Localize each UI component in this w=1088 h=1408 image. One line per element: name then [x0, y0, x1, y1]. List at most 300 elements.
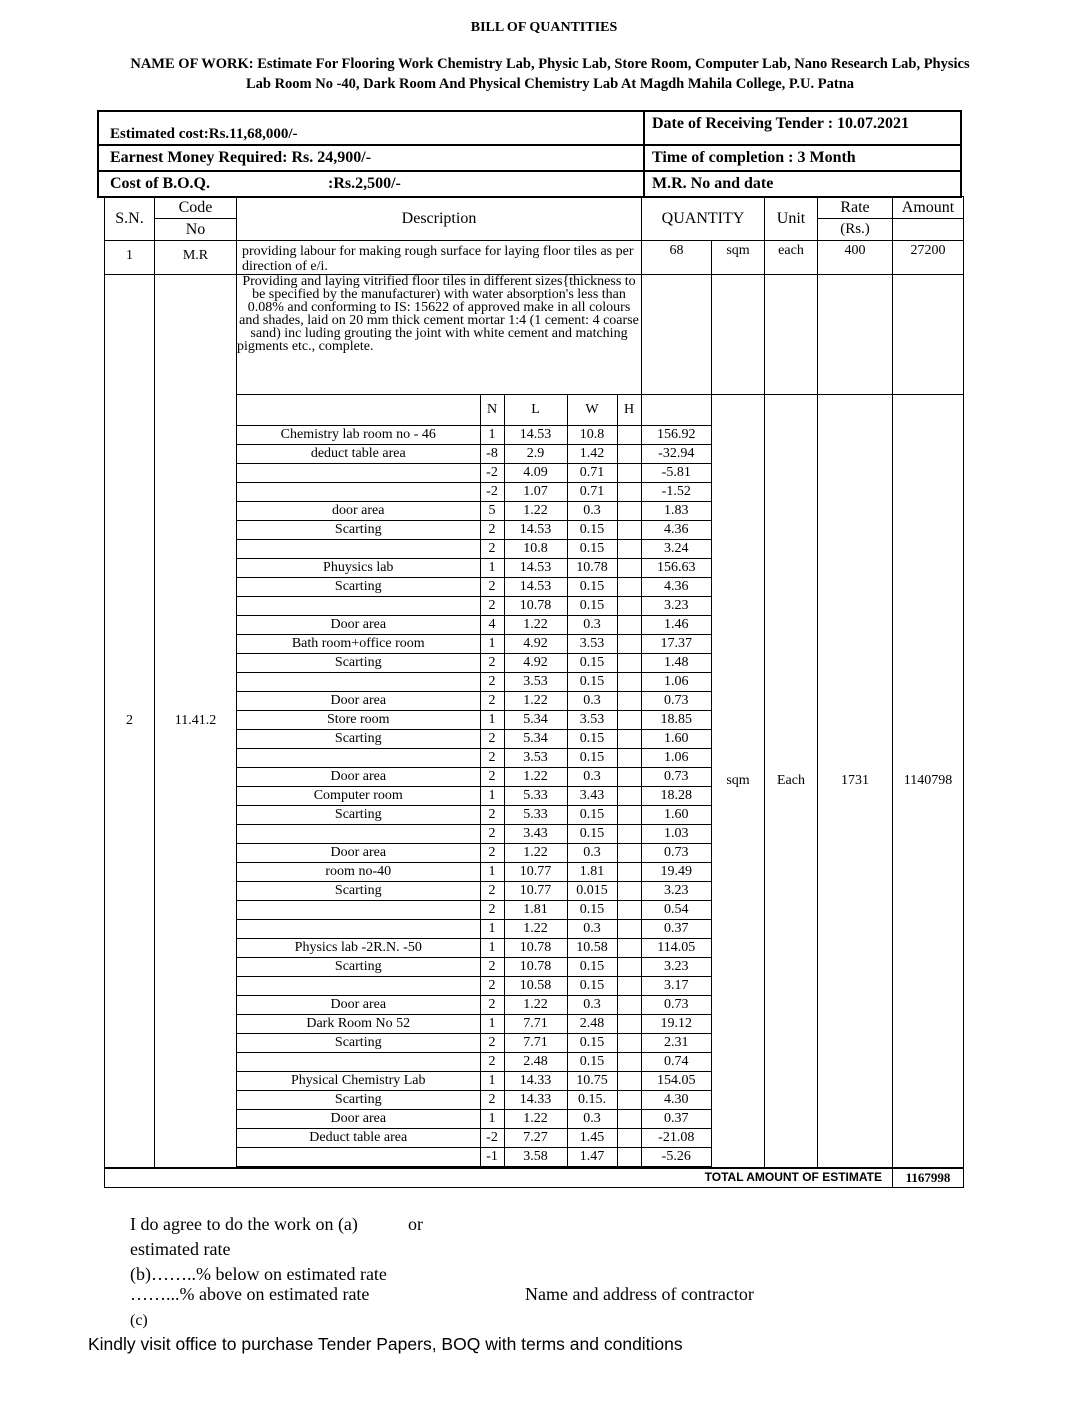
measure-desc: Physical Chemistry Lab: [237, 1071, 480, 1090]
agree-text: I do agree to do the work on (a): [130, 1214, 358, 1234]
mr-no-and-date: M.R. No and date: [652, 175, 774, 192]
header-code: Code: [155, 197, 237, 219]
measure-header-qty: [641, 395, 711, 425]
measurement-row: [237, 482, 711, 501]
measure-h: [617, 577, 641, 596]
above-rate-text: ……...% above on estimated rate: [130, 1284, 370, 1304]
measure-l: 14.33: [504, 1090, 567, 1109]
contractor-label: Name and address of contractor: [525, 1284, 754, 1304]
measure-l: 3.53: [504, 672, 567, 691]
measure-h: [617, 1090, 641, 1109]
date-receiving-tender: Date of Receiving Tender : 10.07.2021: [652, 115, 910, 132]
measure-h: [617, 1071, 641, 1090]
measure-l: 10.58: [504, 976, 567, 995]
measure-w: 3.43: [567, 786, 617, 805]
measure-desc: Scarting: [237, 729, 480, 748]
measure-h: [617, 463, 641, 482]
measure-n: 2: [480, 1052, 504, 1071]
measure-qty: 1.06: [641, 672, 711, 691]
measurement-row: [237, 710, 711, 729]
header-sn: S.N.: [105, 197, 155, 241]
item1-unit-each: each: [765, 241, 818, 275]
item1-sn: 1: [105, 241, 155, 275]
measure-desc: Computer room: [237, 786, 480, 805]
measure-h: [617, 1014, 641, 1033]
measure-qty: 4.36: [641, 520, 711, 539]
measure-h: [617, 425, 641, 444]
measurement-row: [237, 805, 711, 824]
measure-n: 2: [480, 767, 504, 786]
measure-w: 0.71: [567, 463, 617, 482]
measure-n: 1: [480, 634, 504, 653]
measure-n: 2: [480, 748, 504, 767]
measure-w: 10.58: [567, 938, 617, 957]
measure-l: 14.53: [504, 577, 567, 596]
measure-w: 0.15: [567, 748, 617, 767]
measure-h: [617, 938, 641, 957]
measure-l: 14.53: [504, 520, 567, 539]
item-row-2-desc: [105, 275, 964, 395]
measure-qty: 114.05: [641, 938, 711, 957]
measure-w: 0.15: [567, 824, 617, 843]
measure-w: 0.3: [567, 995, 617, 1014]
page-title: BILL OF QUANTITIES: [470, 20, 618, 35]
measure-n: 1: [480, 919, 504, 938]
measure-desc: [237, 919, 480, 938]
measure-desc: Scarting: [237, 1033, 480, 1052]
measurement-row: [237, 786, 711, 805]
measure-l: 5.34: [504, 710, 567, 729]
measure-l: 7.27: [504, 1128, 567, 1147]
measure-qty: 0.54: [641, 900, 711, 919]
measure-header-desc: [237, 395, 480, 425]
estimated-rate-text: estimated rate: [130, 1239, 231, 1259]
measure-n: -1: [480, 1147, 504, 1166]
measure-n: 2: [480, 653, 504, 672]
measure-qty: 18.85: [641, 710, 711, 729]
measure-qty: 19.49: [641, 862, 711, 881]
measure-n: 2: [480, 843, 504, 862]
measure-l: 4.09: [504, 463, 567, 482]
measure-h: [617, 634, 641, 653]
measure-h: [617, 710, 641, 729]
measure-w: 0.15: [567, 539, 617, 558]
measure-l: 14.53: [504, 558, 567, 577]
measure-h: [617, 995, 641, 1014]
measure-desc: [237, 539, 480, 558]
boq-table: [104, 196, 964, 1188]
measure-l: 1.22: [504, 995, 567, 1014]
measure-qty: 1.06: [641, 748, 711, 767]
measure-qty: 1.03: [641, 824, 711, 843]
item2-rate: 1731: [818, 395, 893, 1168]
measurement-row: [237, 862, 711, 881]
measure-w: 1.47: [567, 1147, 617, 1166]
measurement-row: [237, 653, 711, 672]
option-c: (c): [130, 1312, 148, 1329]
measurement-row: [237, 558, 711, 577]
measurement-row: [237, 919, 711, 938]
measure-desc: Chemistry lab room no - 46: [237, 425, 480, 444]
measure-n: 2: [480, 976, 504, 995]
measurement-cell: [237, 395, 712, 1168]
measure-h: [617, 843, 641, 862]
measure-w: 0.3: [567, 767, 617, 786]
header-description: Description: [237, 197, 642, 241]
measure-l: 5.34: [504, 729, 567, 748]
earnest-money: Earnest Money Required: Rs. 24,900/-: [110, 149, 372, 166]
measure-n: 2: [480, 881, 504, 900]
measure-header-h: H: [617, 395, 641, 425]
measure-h: [617, 881, 641, 900]
measure-l: 10.78: [504, 938, 567, 957]
measure-qty: 18.28: [641, 786, 711, 805]
measure-qty: 0.73: [641, 843, 711, 862]
measurement-row: [237, 1109, 711, 1128]
measurement-row: [237, 900, 711, 919]
measure-n: -2: [480, 1128, 504, 1147]
measure-n: 2: [480, 1033, 504, 1052]
measure-desc: [237, 1147, 480, 1166]
measurement-table: [237, 395, 711, 1167]
measure-w: 0.15: [567, 976, 617, 995]
header-quantity: QUANTITY: [642, 197, 765, 241]
measure-n: 5: [480, 501, 504, 520]
measure-w: 0.3: [567, 691, 617, 710]
measure-n: 4: [480, 615, 504, 634]
measure-w: 1.81: [567, 862, 617, 881]
measure-w: 10.8: [567, 425, 617, 444]
item1-rate: 400: [818, 241, 893, 275]
measure-qty: 1.48: [641, 653, 711, 672]
measure-h: [617, 691, 641, 710]
measure-desc: Scarting: [237, 957, 480, 976]
measure-desc: Physics lab -2R.N. -50: [237, 938, 480, 957]
measure-l: 3.53: [504, 748, 567, 767]
measure-w: 3.53: [567, 710, 617, 729]
measure-desc: deduct table area: [237, 444, 480, 463]
measure-w: 0.15: [567, 729, 617, 748]
name-of-work-line1: NAME OF WORK: Estimate For Flooring Work Chemistry Lab, Physic Lab, Store Room, Computer Lab, Nano Research Lab, Physics: [130, 56, 970, 72]
measure-qty: 4.30: [641, 1090, 711, 1109]
measure-l: 3.58: [504, 1147, 567, 1166]
measure-desc: Door area: [237, 615, 480, 634]
measure-w: 1.42: [567, 444, 617, 463]
measure-desc: [237, 976, 480, 995]
measure-desc: [237, 900, 480, 919]
measure-n: 2: [480, 729, 504, 748]
measure-w: 0.15: [567, 596, 617, 615]
measure-h: [617, 805, 641, 824]
measure-n: 2: [480, 691, 504, 710]
measure-h: [617, 520, 641, 539]
measure-w: 0.3: [567, 843, 617, 862]
measure-desc: Bath room+office room: [237, 634, 480, 653]
measure-n: 2: [480, 1090, 504, 1109]
measure-l: 1.22: [504, 767, 567, 786]
measure-desc: Scarting: [237, 1090, 480, 1109]
measure-qty: 17.37: [641, 634, 711, 653]
measurement-row: [237, 691, 711, 710]
measure-qty: 156.63: [641, 558, 711, 577]
measure-qty: 3.23: [641, 596, 711, 615]
measure-header-n: N: [480, 395, 504, 425]
item2-unit-blank: [712, 275, 765, 395]
measure-qty: 1.60: [641, 805, 711, 824]
measurement-row: [237, 672, 711, 691]
item1-amount: 27200: [893, 241, 964, 275]
measure-desc: Door area: [237, 1109, 480, 1128]
measure-desc: Scarting: [237, 805, 480, 824]
item2-sn: 2: [105, 275, 155, 1168]
measure-n: -2: [480, 463, 504, 482]
measure-desc: [237, 482, 480, 501]
measure-l: 1.22: [504, 1109, 567, 1128]
measure-w: 2.48: [567, 1014, 617, 1033]
measure-header-l: L: [504, 395, 567, 425]
measure-desc: [237, 596, 480, 615]
item2-unit: sqm: [712, 395, 765, 1168]
measure-n: 1: [480, 558, 504, 577]
cost-boq-label: Cost of B.O.Q.: [110, 175, 210, 192]
measure-h: [617, 501, 641, 520]
item2-amount: 1140798: [893, 395, 964, 1168]
measurement-row: [237, 1128, 711, 1147]
measure-desc: Scarting: [237, 653, 480, 672]
measure-l: 7.71: [504, 1033, 567, 1052]
measurement-row: [237, 995, 711, 1014]
measure-n: 1: [480, 786, 504, 805]
measure-l: 10.78: [504, 957, 567, 976]
measure-qty: -32.94: [641, 444, 711, 463]
measure-desc: Door area: [237, 691, 480, 710]
measure-desc: Store room: [237, 710, 480, 729]
measure-n: 2: [480, 824, 504, 843]
measure-desc: [237, 672, 480, 691]
header-amount: Amount: [893, 197, 964, 219]
measure-w: 0.3: [567, 615, 617, 634]
measurement-row: [237, 976, 711, 995]
total-label: TOTAL AMOUNT OF ESTIMATE: [105, 1168, 893, 1188]
measure-l: 10.77: [504, 881, 567, 900]
measure-l: 4.92: [504, 634, 567, 653]
measure-qty: 3.23: [641, 881, 711, 900]
measure-w: 0.15: [567, 577, 617, 596]
measure-h: [617, 919, 641, 938]
measurement-row: [237, 938, 711, 957]
measure-n: 1: [480, 938, 504, 957]
measure-h: [617, 615, 641, 634]
measurement-row: [237, 596, 711, 615]
item2-unit2-blank: [765, 275, 818, 395]
measure-qty: 0.73: [641, 995, 711, 1014]
measure-qty: 0.73: [641, 691, 711, 710]
measurement-row: [237, 843, 711, 862]
measurement-row: [237, 1052, 711, 1071]
measure-qty: 0.37: [641, 919, 711, 938]
measure-desc: Scarting: [237, 881, 480, 900]
measurement-row: [237, 463, 711, 482]
measure-h: [617, 482, 641, 501]
measure-h: [617, 729, 641, 748]
item2-rate-blank: [818, 275, 893, 395]
measure-w: 10.78: [567, 558, 617, 577]
measure-h: [617, 1033, 641, 1052]
measurement-row: [237, 748, 711, 767]
measure-w: 0.15: [567, 957, 617, 976]
header-unit: Unit: [765, 197, 818, 241]
measure-l: 1.22: [504, 843, 567, 862]
measurement-row: [237, 881, 711, 900]
measure-n: 2: [480, 672, 504, 691]
measure-h: [617, 1147, 641, 1166]
item1-code: M.R: [155, 241, 237, 275]
measure-n: 2: [480, 596, 504, 615]
measure-n: 2: [480, 539, 504, 558]
measure-w: 0.71: [567, 482, 617, 501]
measure-l: 1.22: [504, 615, 567, 634]
item1-quantity: 68: [642, 241, 712, 275]
measure-h: [617, 558, 641, 577]
measure-w: 0.15: [567, 672, 617, 691]
measure-qty: -1.52: [641, 482, 711, 501]
measure-h: [617, 824, 641, 843]
measure-w: 1.45: [567, 1128, 617, 1147]
measure-w: 0.015: [567, 881, 617, 900]
measure-desc: Door area: [237, 995, 480, 1014]
below-rate-text: (b)……..% below on estimated rate: [130, 1264, 387, 1284]
measure-l: 1.22: [504, 691, 567, 710]
item2-quantity-blank: [642, 275, 712, 395]
measure-h: [617, 1052, 641, 1071]
measure-header-w: W: [567, 395, 617, 425]
measure-n: 2: [480, 577, 504, 596]
measure-l: 10.8: [504, 539, 567, 558]
measure-desc: [237, 748, 480, 767]
measure-w: 10.75: [567, 1071, 617, 1090]
measure-desc: door area: [237, 501, 480, 520]
measure-w: 0.15.: [567, 1090, 617, 1109]
measure-n: -8: [480, 444, 504, 463]
measure-l: 4.92: [504, 653, 567, 672]
measure-h: [617, 976, 641, 995]
measure-l: 10.78: [504, 596, 567, 615]
measurement-row: [237, 520, 711, 539]
measurement-row: [237, 957, 711, 976]
measure-qty: 0.37: [641, 1109, 711, 1128]
measurement-row: [237, 425, 711, 444]
measure-n: 2: [480, 957, 504, 976]
measure-desc: Deduct table area: [237, 1128, 480, 1147]
measure-w: 0.15: [567, 1052, 617, 1071]
measure-h: [617, 672, 641, 691]
measure-qty: -5.26: [641, 1147, 711, 1166]
measure-w: 0.15: [567, 900, 617, 919]
measure-n: 2: [480, 995, 504, 1014]
info-divider-2: [97, 170, 962, 172]
measure-h: [617, 444, 641, 463]
measure-qty: -21.08: [641, 1128, 711, 1147]
header-rate: Rate: [818, 197, 893, 219]
measure-desc: Dark Room No 52: [237, 1014, 480, 1033]
measurement-row: [237, 615, 711, 634]
measure-l: 2.9: [504, 444, 567, 463]
measure-n: 1: [480, 425, 504, 444]
measure-qty: 1.46: [641, 615, 711, 634]
item1-unit: sqm: [712, 241, 765, 275]
measure-qty: 1.83: [641, 501, 711, 520]
measure-h: [617, 1128, 641, 1147]
info-divider-1: [97, 144, 962, 146]
estimated-cost: Estimated cost:Rs.11,68,000/-: [110, 126, 298, 142]
item2-amount-blank: [893, 275, 964, 395]
item1-description: providing labour for making rough surface for laying floor tiles as per direction of e/i.: [237, 241, 642, 275]
measure-h: [617, 539, 641, 558]
measure-qty: 3.17: [641, 976, 711, 995]
agree-or: or: [408, 1214, 423, 1234]
measure-l: 14.33: [504, 1071, 567, 1090]
measure-l: 7.71: [504, 1014, 567, 1033]
measure-qty: 3.24: [641, 539, 711, 558]
measure-h: [617, 862, 641, 881]
measure-n: 1: [480, 1071, 504, 1090]
measure-h: [617, 786, 641, 805]
measure-n: 1: [480, 862, 504, 881]
time-of-completion: Time of completion : 3 Month: [652, 149, 856, 166]
measure-l: 1.07: [504, 482, 567, 501]
measure-desc: [237, 1052, 480, 1071]
measure-qty: 4.36: [641, 577, 711, 596]
measurement-row: [237, 1014, 711, 1033]
measure-h: [617, 900, 641, 919]
measurement-row: [237, 767, 711, 786]
measure-qty: 0.74: [641, 1052, 711, 1071]
measure-desc: Door area: [237, 767, 480, 786]
measure-n: 1: [480, 710, 504, 729]
measure-l: 1.22: [504, 919, 567, 938]
measurement-row: [237, 634, 711, 653]
measure-h: [617, 748, 641, 767]
measure-h: [617, 1109, 641, 1128]
measure-l: 5.33: [504, 805, 567, 824]
measure-l: 3.43: [504, 824, 567, 843]
measure-desc: Scarting: [237, 577, 480, 596]
measurement-row: [237, 729, 711, 748]
measure-n: 1: [480, 1014, 504, 1033]
measurement-row: [237, 1147, 711, 1166]
item2-unit-each: Each: [765, 395, 818, 1168]
measure-qty: 3.23: [641, 957, 711, 976]
measure-desc: Scarting: [237, 520, 480, 539]
item2-description: Providing and laying vitrified floor tiles in different sizes{thickness to be specified by the manufacturer) with water absorption's less than 0.08% and conforming to IS: 15622 of approved make in all colours and shades, laid on 20 mm thick cement mortar 1:4 (1 cement: 4 coarse sand) inc luding grouting the joint with white cement and matching pigments etc., complete.: [237, 275, 642, 395]
measure-n: 2: [480, 900, 504, 919]
measurement-row: [237, 1090, 711, 1109]
measurement-row: [237, 1071, 711, 1090]
measurement-row: [237, 1033, 711, 1052]
measure-h: [617, 767, 641, 786]
measure-w: 0.3: [567, 1109, 617, 1128]
measure-w: 3.53: [567, 634, 617, 653]
measure-l: 10.77: [504, 862, 567, 881]
measurement-row: [237, 824, 711, 843]
measure-h: [617, 653, 641, 672]
measure-desc: Door area: [237, 843, 480, 862]
measure-qty: 19.12: [641, 1014, 711, 1033]
header-code-no: No: [155, 219, 237, 241]
measure-h: [617, 957, 641, 976]
measure-l: 2.48: [504, 1052, 567, 1071]
measure-desc: [237, 824, 480, 843]
